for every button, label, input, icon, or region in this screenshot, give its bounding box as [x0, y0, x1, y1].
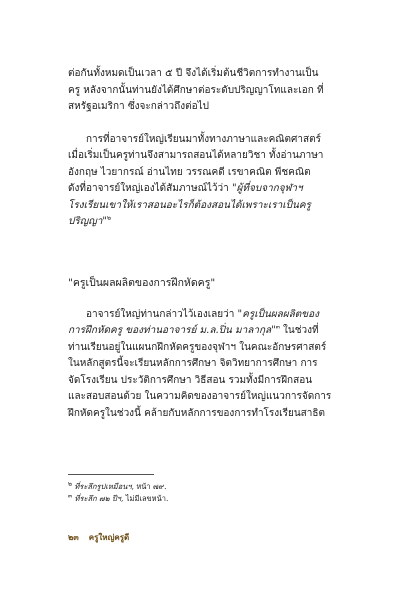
section-heading: "ครูเป็นผลผลิตของการฝึกหัดครู"	[68, 276, 216, 289]
footnote-source: ที่ระลึกรูปเหมือนฯ	[74, 482, 132, 491]
quote-text: โรงเรียนเขาให้เราสอนอะไรก็ต้องสอนได้เพราะเราเป็นครู	[68, 199, 311, 211]
text-line: และสอบสอนด้วย ในความคิดของอาจารย์ใหญ่แนวการจัดการ	[68, 391, 332, 402]
footnote-divider	[68, 474, 154, 475]
text-line: ดังที่อาจารย์ใหญ่เองได้สัมภาษณ์ไว้ว่า	[68, 183, 232, 194]
footnote-detail: , ไม่มีเลขหน้า.	[120, 494, 169, 503]
text-line: สหรัฐอเมริกา ซึ่งจะกล่าวถึงต่อไป	[68, 101, 209, 112]
footnote	[68, 493, 344, 505]
text-line: เมื่อเริ่มเป็นครูท่านจึงสามารถสอนได้หลายวิชา ทั้งอ่านภาษา	[68, 150, 324, 161]
text-line: ต่อกันทั้งหมดเป็นเวลา ๕ ปี จึงได้เริ่มต้นชีวิตการทำงานเป็น	[68, 68, 319, 79]
footnote-ref: ๓	[275, 323, 280, 331]
text-line: ครู หลังจากนั้นท่านยังได้ศึกษาต่อระดับปริญญาโทและเอก ที่	[68, 84, 324, 96]
paragraph-3	[68, 307, 344, 423]
quote-text: "ครูเป็นผลผลิตของ	[237, 308, 320, 320]
footnote-detail: , หน้า ๗๙.	[131, 482, 167, 491]
text-line: ในหลักสูตรนี้จะเรียนหลักการศึกษา จิตวิทยาการศึกษา การ	[68, 358, 318, 369]
text-line: การที่อาจารย์ใหญ่เรียนมาทั้งทางภาษาและคณิตศาสตร์	[86, 133, 321, 145]
footnote-mark: ๓	[68, 492, 73, 500]
page-footer	[68, 531, 139, 544]
quote-text: ปริญญา"	[68, 216, 107, 227]
text-line: อาจารย์ใหญ่ท่านกล่าวไว้เองเลยว่า	[86, 308, 238, 320]
text-line: ฝึกหัดครูในช่วงนี้ คล้ายกับหลักการของการทำโรงเรียนสาธิต	[68, 407, 325, 419]
text-line: ในช่วงที่	[279, 325, 319, 336]
footnotes	[68, 481, 344, 505]
paragraph-2	[68, 132, 344, 231]
footnote-source: ที่ระลึก ๗๒ ปีฯ	[74, 494, 121, 503]
footnote-mark: ๒	[68, 480, 72, 488]
text-line: อังกฤษ ไวยากรณ์ อ่านไทย วรรณคดี เรขาคณิต พีชคณิต	[68, 166, 311, 178]
text-line: ท่านเรียนอยู่ในแผนกฝึกหัดครูของจุฬาฯ ในคณะอักษรศาสตร์	[68, 341, 327, 353]
quote-text: "ผู้ที่จบจากจุฬาฯ	[231, 183, 303, 194]
page-number: ๒๓	[68, 532, 79, 542]
footnote-ref: ๒	[106, 214, 111, 222]
body-text	[68, 66, 344, 422]
text-line: จัดโรงเรียน ประวัติการศึกษา วิธีสอน รวมทั้งมีการฝึกสอน	[68, 374, 313, 386]
footnote	[68, 481, 344, 493]
quote-text: การฝึกหัดครู ของท่านอาจารย์ ม.ล.ปิ่น มาลากุล"	[68, 325, 276, 336]
paragraph-1	[68, 66, 344, 116]
running-title: ครูใหญ่ครูดี	[88, 532, 130, 542]
